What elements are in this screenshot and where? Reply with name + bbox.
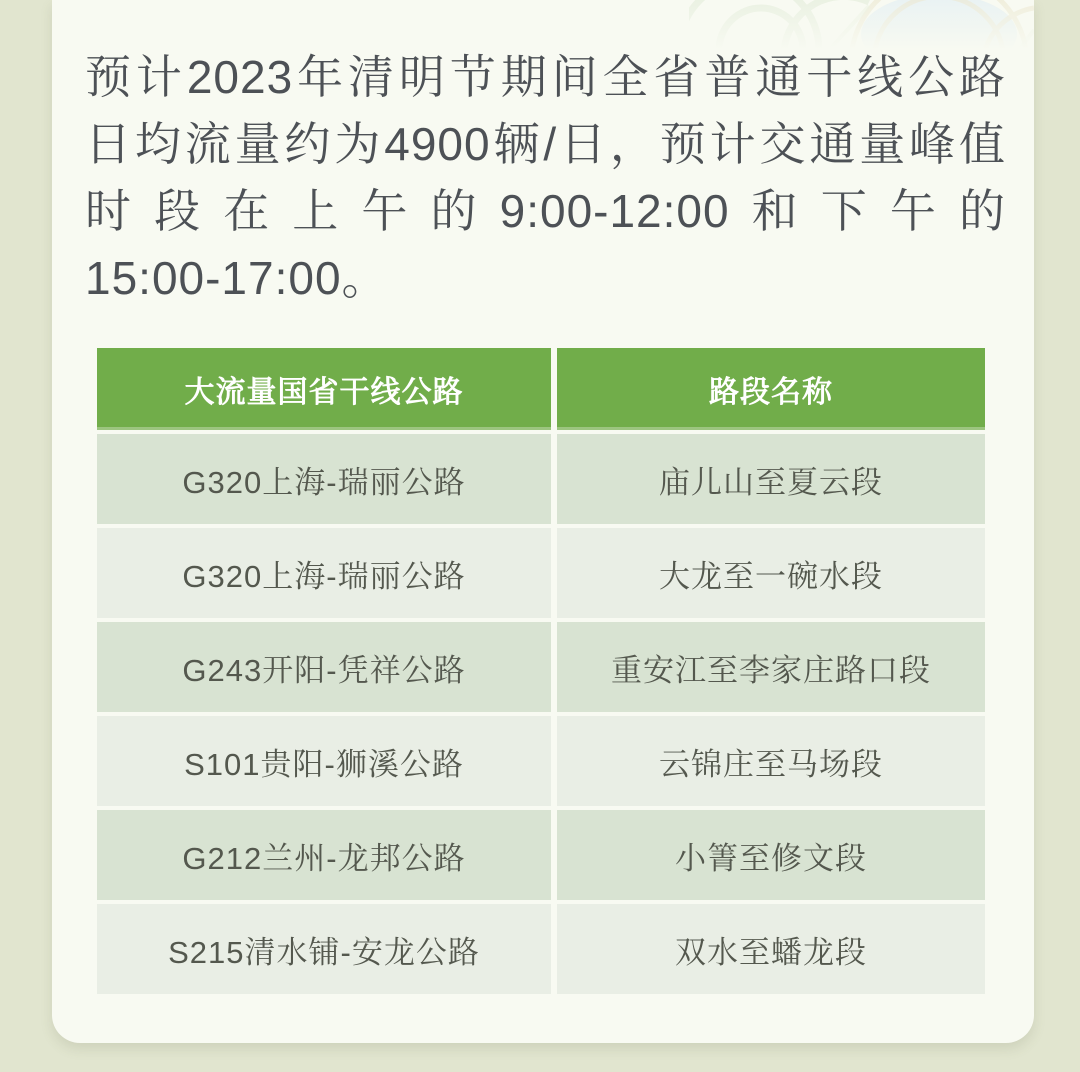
table-header-segment: 路段名称 xyxy=(557,348,985,430)
table-header-road: 大流量国省干线公路 xyxy=(97,348,551,430)
intro-line-1: 预计2023年清明节期间全省普通干线公路 xyxy=(85,51,1006,103)
content-card xyxy=(52,0,1034,1043)
traffic-table xyxy=(97,348,985,994)
road-cell: G320上海-瑞丽公路 xyxy=(97,434,551,524)
segment-cell: 大龙至一碗水段 xyxy=(557,528,985,618)
intro-line-2: 日均流量约为4900辆/日，预计交通量峰值 xyxy=(85,118,1006,170)
segment-cell: 双水至蟠龙段 xyxy=(557,904,985,994)
segment-cell: 云锦庄至马场段 xyxy=(557,716,985,806)
segment-cell: 庙儿山至夏云段 xyxy=(557,434,985,524)
road-cell: G243开阳-凭祥公路 xyxy=(97,622,551,712)
road-cell: S215清水铺-安龙公路 xyxy=(97,904,551,994)
decorative-watermark xyxy=(689,0,1034,50)
segment-cell: 重安江至李家庄路口段 xyxy=(557,622,985,712)
road-cell: G320上海-瑞丽公路 xyxy=(97,528,551,618)
road-cell: G212兰州-龙邦公路 xyxy=(97,810,551,900)
intro-line-3: 时段在上午的9:00-12:00和下午的 xyxy=(85,185,1006,237)
intro-line-4: 15:00-17:00。 xyxy=(85,252,389,304)
segment-cell: 小箐至修文段 xyxy=(557,810,985,900)
intro-paragraph xyxy=(85,44,1006,312)
road-cell: S101贵阳-狮溪公路 xyxy=(97,716,551,806)
watermark-fade-overlay xyxy=(689,0,1034,50)
